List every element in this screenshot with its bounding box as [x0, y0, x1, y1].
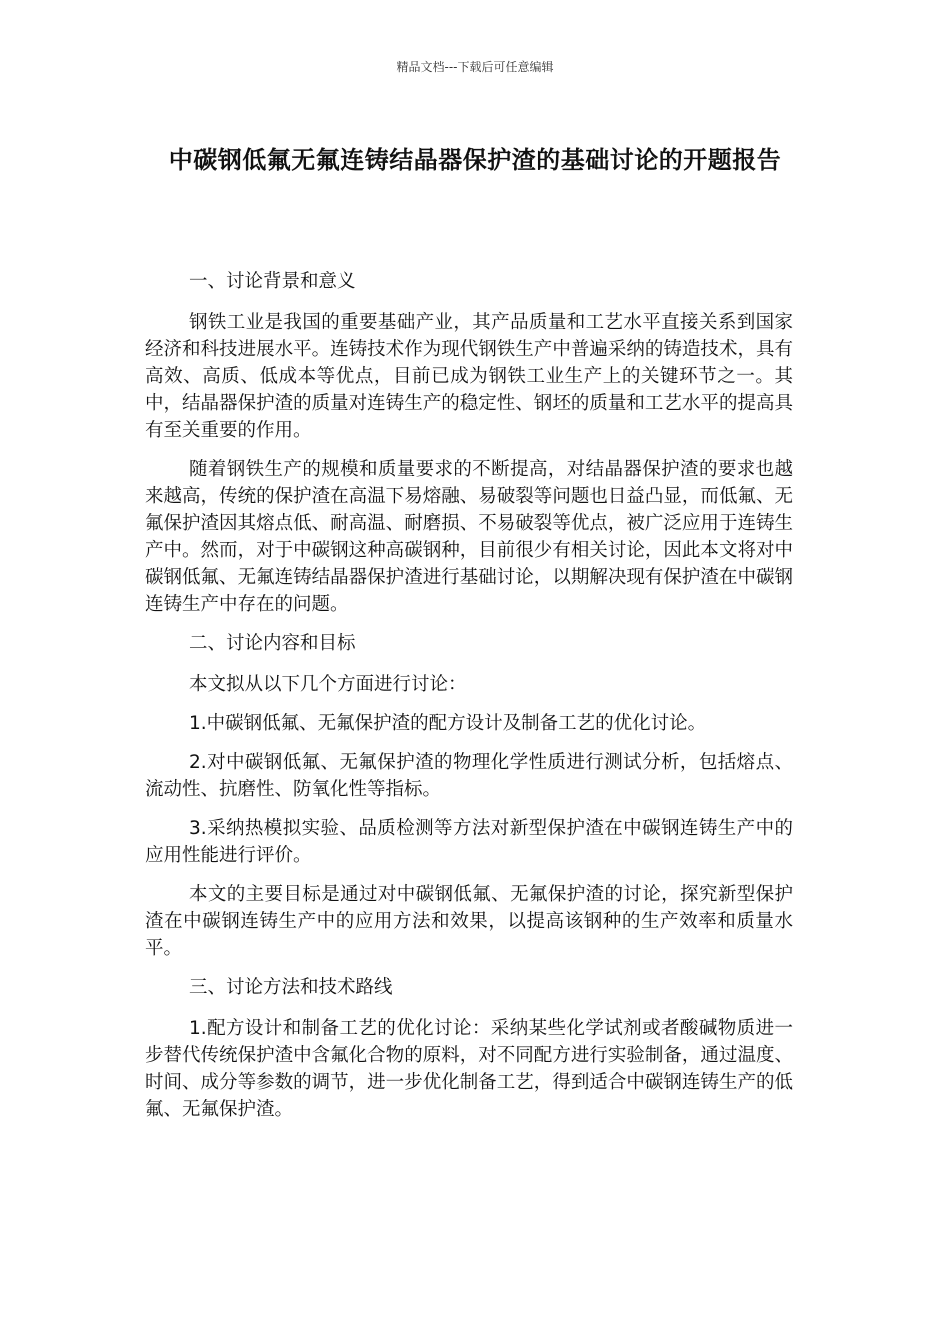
section-3-item-1: 1.配方设计和制备工艺的优化讨论：采纳某些化学试剂或者酸碱物质进一步替代传统保护渣中含氟化合物的原料，对不同配方进行实验制备，通过温度、时间、成分等参数的调节，进一步优化制备工艺，得到适合中碳钢连铸生产的低氟、无氟保护渣。 — [145, 1018, 793, 1120]
document-title: 中碳钢低氟无氟连铸结晶器保护渣的基础讨论的开题报告 — [168, 146, 782, 174]
section-1-heading: 一、讨论背景和意义 — [189, 271, 356, 292]
section-1-paragraph-1: 钢铁工业是我国的重要基础产业，其产品质量和工艺水平直接关系到国家经济和科技进展水平。连铸技术作为现代钢铁生产中普遍采纳的铸造技术，具有高效、高质、低成本等优点，目前已成为钢铁工业生产上的关键环节之一。其中，结晶器保护渣的质量对连铸生产的稳定性、钢坯的质量和工艺水平的提高具有至关重要的作用。 — [145, 312, 793, 441]
section-1-paragraph-2: 随着钢铁生产的规模和质量要求的不断提高，对结晶器保护渣的要求也越来越高，传统的保护渣在高温下易熔融、易破裂等问题也日益凸显，而低氟、无氟保护渣因其熔点低、耐高温、耐磨损、不易破裂等优点，被广泛应用于连铸生产中。然而，对于中碳钢这种高碳钢种，目前很少有相关讨论，因此本文将对中碳钢低氟、无氟连铸结晶器保护渣进行基础讨论，以期解决现有保护渣在中碳钢连铸生产中存在的问题。 — [145, 459, 793, 615]
header-note: 精品文档---下载后可任意编辑 — [396, 60, 554, 74]
section-2-item-1: 1.中碳钢低氟、无氟保护渣的配方设计及制备工艺的优化讨论。 — [189, 713, 707, 734]
section-2-heading: 二、讨论内容和目标 — [189, 633, 356, 654]
section-2-intro: 本文拟从以下几个方面进行讨论： — [189, 674, 467, 695]
section-3-heading: 三、讨论方法和技术路线 — [189, 977, 393, 998]
section-2-goal: 本文的主要目标是通过对中碳钢低氟、无氟保护渣的讨论，探究新型保护渣在中碳钢连铸生产中的应用方法和效果，以提高该钢种的生产效率和质量水平。 — [145, 884, 793, 959]
section-2-item-3: 3.采纳热模拟实验、品质检测等方法对新型保护渣在中碳钢连铸生产中的应用性能进行评价。 — [145, 818, 793, 866]
section-2-item-2: 2.对中碳钢低氟、无氟保护渣的物理化学性质进行测试分析，包括熔点、流动性、抗磨性、防氧化性等指标。 — [145, 752, 793, 800]
document-body — [145, 268, 793, 1135]
